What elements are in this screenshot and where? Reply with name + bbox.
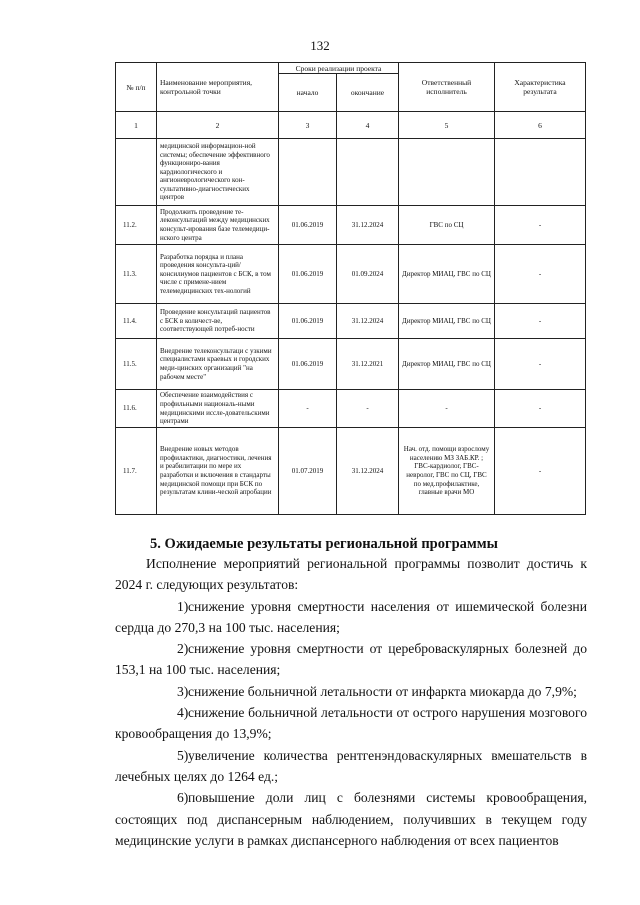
list-item bbox=[115, 638, 587, 681]
item-number: 3) bbox=[177, 683, 189, 699]
item-number: 2) bbox=[177, 641, 189, 657]
list-item bbox=[115, 702, 587, 745]
header-end: окончание bbox=[337, 74, 399, 112]
header-name: Наименование мероприятия, контрольной точки bbox=[157, 63, 279, 112]
row-start-date: - bbox=[279, 390, 337, 428]
table-row bbox=[116, 339, 586, 390]
activities-table bbox=[115, 62, 586, 515]
row-end-date: 31.12.2021 bbox=[337, 339, 399, 390]
row-responsible: Директор МИАЦ, ГВС по СЦ bbox=[399, 304, 495, 339]
header-start: начало bbox=[279, 74, 337, 112]
row-result: - bbox=[495, 428, 586, 515]
row-start-date: 01.07.2019 bbox=[279, 428, 337, 515]
index-cell: 5 bbox=[399, 112, 495, 139]
row-end-date: 31.12.2024 bbox=[337, 304, 399, 339]
list-item bbox=[115, 596, 587, 639]
row-responsible: Директор МИАЦ, ГВС по СЦ bbox=[399, 339, 495, 390]
index-cell: 6 bbox=[495, 112, 586, 139]
table-row bbox=[116, 139, 586, 206]
header-terms-group: Сроки реализации проекта bbox=[279, 63, 399, 74]
row-end-date bbox=[337, 139, 399, 206]
table-row bbox=[116, 390, 586, 428]
item-text: снижение уровня смертности от цереброваскулярных болезней до 153,1 на 100 тыс. населения; bbox=[115, 641, 587, 678]
row-responsible: Директор МИАЦ, ГВС по СЦ bbox=[399, 245, 495, 304]
row-activity: Проведение консультаций пациентов с БСК в количест-ве, соответствующей потреб-ности bbox=[157, 304, 279, 339]
table-row bbox=[116, 245, 586, 304]
intro-paragraph: Исполнение мероприятий региональной программы позволит достичь к 2024 г. следующих результатов: bbox=[115, 556, 587, 593]
item-text: снижение больничной летальности от острого нарушения мозгового кровообращения до 13,9%; bbox=[115, 705, 587, 742]
results-text bbox=[115, 553, 587, 851]
item-number: 4) bbox=[177, 705, 189, 721]
row-start-date bbox=[279, 139, 337, 206]
row-start-date: 01.06.2019 bbox=[279, 206, 337, 245]
row-responsible: Нач. отд. помощи взрослому населению МЗ ЗАБ.КР. ; ГВС-кардиолог, ГВС-невролог, ГВС по СЦ, ГВС по мед.профилактике, главные врачи МО bbox=[399, 428, 495, 515]
row-number: 11.3. bbox=[116, 245, 157, 304]
section-title: 5. Ожидаемые результаты региональной программы bbox=[150, 536, 498, 552]
row-number: 11.5. bbox=[116, 339, 157, 390]
table-row bbox=[116, 428, 586, 515]
row-start-date: 01.06.2019 bbox=[279, 245, 337, 304]
row-number: 11.6. bbox=[116, 390, 157, 428]
row-result: - bbox=[495, 390, 586, 428]
row-end-date: 01.09.2024 bbox=[337, 245, 399, 304]
row-end-date: 31.12.2024 bbox=[337, 428, 399, 515]
index-cell: 2 bbox=[157, 112, 279, 139]
row-responsible: ГВС по СЦ bbox=[399, 206, 495, 245]
item-text: повышение доли лиц с болезнями системы кровообращения, состоящих под диспансерным наблюдением, получивших в текущем году медицинские услуги в рамках диспансерного наблюдения от всех пациентов bbox=[115, 790, 587, 848]
row-result: - bbox=[495, 245, 586, 304]
row-end-date: 31.12.2024 bbox=[337, 206, 399, 245]
row-number: 11.7. bbox=[116, 428, 157, 515]
row-result bbox=[495, 139, 586, 206]
row-responsible bbox=[399, 139, 495, 206]
row-activity: Внедрение новых методов профилактики, диагностики, лечения и реабилитации по мере их разработки и включения в стандарты медицинской помощи при БСК по результатам клини-ческой апробации bbox=[157, 428, 279, 515]
list-item bbox=[115, 745, 587, 788]
header-num: № п/п bbox=[116, 63, 157, 112]
row-start-date: 01.06.2019 bbox=[279, 304, 337, 339]
index-cell: 3 bbox=[279, 112, 337, 139]
index-cell: 1 bbox=[116, 112, 157, 139]
row-number: 11.4. bbox=[116, 304, 157, 339]
row-activity: Обеспечение взаимодействия с профильными националь-ными медицинскими иссле-довательскими центрами bbox=[157, 390, 279, 428]
row-result: - bbox=[495, 206, 586, 245]
column-index-row bbox=[116, 112, 586, 139]
list-item bbox=[115, 787, 587, 851]
row-activity: Внедрение телеконсультаци с узкими специалистами краевых и городских меди-цинских организаций "на рабочем месте" bbox=[157, 339, 279, 390]
item-number: 1) bbox=[177, 598, 189, 614]
list-item bbox=[115, 681, 587, 702]
item-text: увеличение количества рентгенэндоваскулярных вмешательств в лечебных целях до 1264 ед.; bbox=[115, 747, 587, 784]
header-responsible: Ответственный исполнитель bbox=[399, 63, 495, 112]
row-activity: Разработка порядка и плана проведения консульта-ций/консилиумов пациентов с БСК, в том числе с примене-нием телемедицинских тех-нологий bbox=[157, 245, 279, 304]
item-text: снижение уровня смертности населения от ишемической болезни сердца до 270,3 на 100 тыс. населения; bbox=[115, 598, 587, 635]
item-number: 5) bbox=[177, 747, 189, 763]
row-result: - bbox=[495, 304, 586, 339]
row-responsible: - bbox=[399, 390, 495, 428]
row-number: 11.2. bbox=[116, 206, 157, 245]
row-activity: Продолжить проведение те-леконсультаций между медицинских консульт-ирования базе телемедици-нского центра bbox=[157, 206, 279, 245]
page-number: 132 bbox=[310, 38, 330, 53]
header-result: Характеристика результата bbox=[495, 63, 586, 112]
item-number: 6) bbox=[177, 790, 189, 806]
row-start-date: 01.06.2019 bbox=[279, 339, 337, 390]
table-row bbox=[116, 206, 586, 245]
row-number bbox=[116, 139, 157, 206]
table-row bbox=[116, 304, 586, 339]
row-end-date: - bbox=[337, 390, 399, 428]
item-text: снижение больничной летальности от инфаркта миокарда до 7,9%; bbox=[188, 683, 577, 699]
row-result: - bbox=[495, 339, 586, 390]
index-cell: 4 bbox=[337, 112, 399, 139]
row-activity: медицинской информацион-ной системы; обеспечение эффективного функциониро-вания кардиологического и ангионеврологического кон-сультативно-диагностических центров bbox=[157, 139, 279, 206]
